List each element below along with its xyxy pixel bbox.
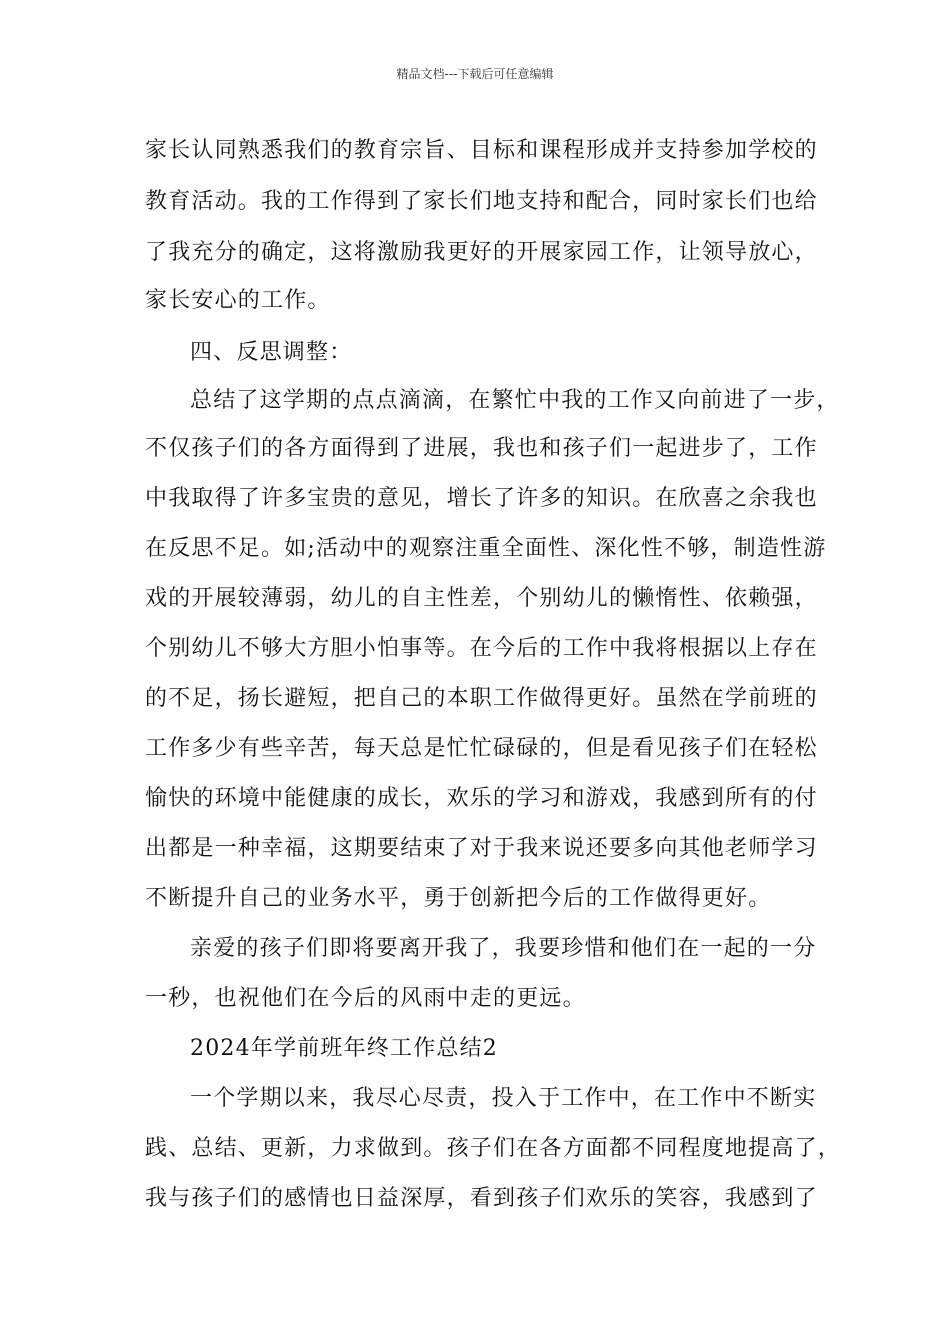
text-line: 的不足，扬长避短，把自己的本职工作做得更好。虽然在学前班的 — [145, 686, 818, 711]
text-line: 总结了这学期的点点滴滴，在繁忙中我的工作又向前进了一步， — [190, 388, 840, 413]
text-line: 愉快的环境中能健康的成长，欢乐的学习和游戏，我感到所有的付 — [145, 786, 818, 811]
text-line: 不断提升自己的业务水平，勇于创新把今后的工作做得更好。 — [145, 886, 772, 911]
section-title: 2024年学前班年终工作总结2 — [190, 1036, 498, 1061]
text-line: 工作多少有些辛苦，每天总是忙忙碌碌的，但是看见孩子们在轻松 — [145, 736, 818, 761]
section-heading: 四、反思调整： — [190, 340, 353, 365]
text-line: 不仅孩子们的各方面得到了进展，我也和孩子们一起进步了，工作 — [145, 436, 818, 461]
text-line: 中我取得了许多宝贵的意见，增长了许多的知识。在欣喜之余我也 — [145, 486, 818, 511]
text-line: 出都是一种幸福，这期要结束了对于我来说还要多向其他老师学习 — [145, 836, 818, 861]
text-line: 亲爱的孩子们即将要离开我了，我要珍惜和他们在一起的一分 — [190, 936, 817, 961]
page-header: 精品文档---下载后可任意编辑 — [396, 67, 554, 81]
text-line: 了我充分的确定，这将激励我更好的开展家园工作，让领导放心， — [145, 240, 818, 265]
text-line: 一秒，也祝他们在今后的风雨中走的更远。 — [145, 986, 586, 1011]
text-line: 我与孩子们的感情也日益深厚，看到孩子们欢乐的笑容，我感到了 — [145, 1186, 818, 1211]
text-line: 个别幼儿不够大方胆小怕事等。在今后的工作中我将根据以上存在 — [145, 636, 818, 661]
text-line: 戏的开展较薄弱，幼儿的自主性差，个别幼儿的懒惰性、依赖强， — [145, 586, 818, 611]
text-line: 一个学期以来，我尽心尽责，投入于工作中，在工作中不断实 — [190, 1086, 817, 1111]
text-line: 家长认同熟悉我们的教育宗旨、目标和课程形成并支持参加学校的 — [145, 138, 818, 163]
text-line: 家长安心的工作。 — [145, 288, 331, 313]
text-line: 教育活动。我的工作得到了家长们地支持和配合，同时家长们也给 — [145, 189, 818, 214]
text-line: 在反思不足。如;活动中的观察注重全面性、深化性不够，制造性游 — [145, 536, 827, 561]
text-line: 践、总结、更新，力求做到。孩子们在各方面都不同程度地提高了， — [145, 1136, 842, 1161]
